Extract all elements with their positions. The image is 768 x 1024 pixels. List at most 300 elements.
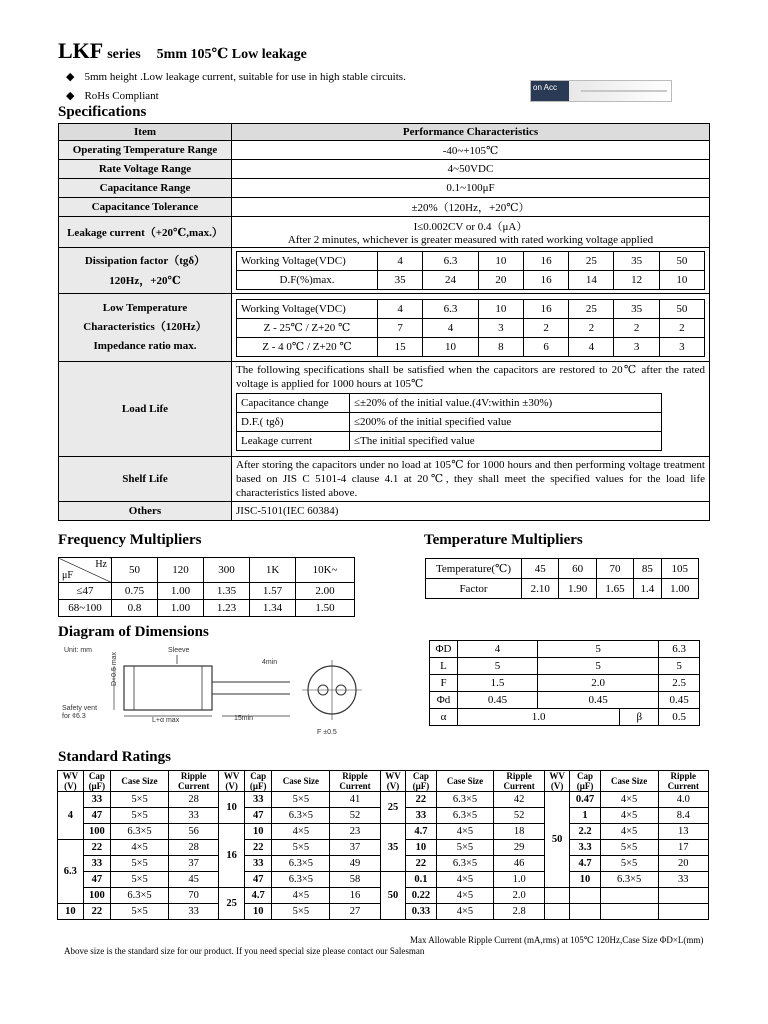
table-cell: 1.00 (661, 579, 698, 599)
text: Cap (250, 771, 267, 781)
table-cell: 5×5 (272, 840, 330, 856)
impedance-table (236, 299, 705, 357)
table-cell: 47 (83, 808, 110, 824)
table-row (237, 299, 705, 318)
table-cell: 1.00 (158, 600, 204, 617)
table-cell: 33 (169, 808, 219, 824)
table-cell: 0.45 (659, 692, 700, 709)
table-cell: 6.3×5 (111, 888, 169, 904)
table-cell: 2.5 (659, 675, 700, 692)
series-code: LKF (58, 38, 104, 63)
table-cell: Case Size (600, 771, 658, 792)
table-cell: ≤47 (59, 583, 112, 600)
table-cell: 10 (478, 299, 523, 318)
table-row (426, 559, 699, 579)
f-label: F ±0.5 (317, 729, 337, 736)
text: Cap (412, 771, 429, 781)
table-cell: 37 (330, 840, 380, 856)
table-cell: 50 (112, 558, 158, 583)
table-cell: 1.34 (250, 600, 296, 617)
table-cell: 5 (659, 658, 700, 675)
table-cell: 29 (494, 840, 544, 856)
l-max-label: L+α max (152, 717, 180, 724)
table-cell: 1 (570, 808, 600, 824)
table-cell: 50 (380, 872, 406, 920)
text: (μF) (88, 781, 106, 791)
text: Characteristics（120Hz） (83, 321, 207, 333)
table-cell: 10 (219, 792, 245, 824)
table-cell: 58 (330, 872, 380, 888)
table-cell: 37 (169, 856, 219, 872)
table-cell: 22 (245, 840, 272, 856)
table-cell: 46 (494, 856, 544, 872)
table-cell: F (430, 675, 458, 692)
table-cell: 1.35 (204, 583, 250, 600)
col-item: Item (59, 124, 232, 141)
text: RoHs Compliant (84, 90, 159, 102)
table-cell: 1.00 (158, 583, 204, 600)
table-cell: 22 (406, 856, 436, 872)
table-cell: 6.3×5 (272, 808, 330, 824)
table-cell: 0.47 (570, 792, 600, 808)
text: WV (385, 771, 401, 781)
text: Ripple (506, 771, 532, 781)
table-cell: 85 (634, 559, 661, 579)
table-cell: 4×5 (436, 872, 494, 888)
table-cell: Case Size (436, 771, 494, 792)
text: (μF) (249, 781, 267, 791)
spec-row: Operating Temperature Range -40~+105℃ (59, 141, 710, 160)
table-cell: 5×5 (111, 872, 169, 888)
freq-table (58, 557, 355, 617)
shelf-life-row: Shelf Life After storing the capacitors under no load at 105℃ for 1000 hours and then performing voltage treatment based on JIS C 5101-4 clause 4.1 at 20℃, they shall meet the specified values for the load life characteristics listed above. (59, 457, 710, 502)
table-cell: 3 (614, 337, 659, 356)
ratings-row (58, 792, 709, 808)
table-cell: 10 (406, 840, 436, 856)
table-cell: 4 (458, 641, 538, 658)
table-cell: 16 (524, 271, 569, 290)
table-cell: 1.0 (494, 872, 544, 888)
table-cell (406, 771, 436, 792)
table-cell: 50 (659, 252, 704, 271)
df-voltage-row (237, 252, 705, 271)
table-cell: 6.3 (58, 840, 84, 904)
table-cell: 25 (219, 888, 245, 920)
table-cell (544, 771, 570, 792)
text: WV (549, 771, 565, 781)
table-cell: 4×5 (272, 888, 330, 904)
col-performance: Performance Characteristics (232, 124, 710, 141)
spec-row: Rate Voltage Range 4~50VDC (59, 160, 710, 179)
table-cell: 35 (614, 299, 659, 318)
table-cell: 33 (245, 856, 272, 872)
table-cell: 4.7 (570, 856, 600, 872)
df-row (59, 248, 710, 294)
table-cell: 8 (478, 337, 523, 356)
table-cell: 68~100 (59, 600, 112, 617)
others-row: Others JISC-5101(IEC 60384) (59, 502, 710, 521)
table-cell: 4.0 (658, 792, 708, 808)
table-cell (658, 771, 708, 792)
table-cell: 12 (614, 271, 659, 290)
text: Impedance ratio max. (93, 340, 197, 352)
table-cell: 2 (524, 318, 569, 337)
table-cell (380, 771, 406, 792)
table-cell: 4.7 (406, 824, 436, 840)
table-cell (570, 888, 600, 904)
text: Low Temperature (102, 302, 188, 314)
ratings-table (57, 770, 709, 920)
table-cell: D.F.( tgδ) (237, 413, 350, 432)
table-cell: 13 (658, 824, 708, 840)
table-cell: 16 (219, 824, 245, 888)
table-cell: 33 (658, 872, 708, 888)
table-cell: 5×5 (111, 904, 169, 920)
sleeve-label: Sleeve (168, 647, 190, 654)
table-cell: 5×5 (111, 792, 169, 808)
table-cell: 20 (478, 271, 523, 290)
table-cell: 23 (330, 824, 380, 840)
photo-highlight (581, 90, 667, 92)
table-cell: β (620, 709, 659, 726)
table-cell: 52 (330, 808, 380, 824)
table-cell: 4.7 (245, 888, 272, 904)
table-cell: 0.1 (406, 872, 436, 888)
table-row (430, 709, 700, 726)
table-cell: 2 (614, 318, 659, 337)
table-cell: 2.0 (494, 888, 544, 904)
table-cell: 1.0 (458, 709, 620, 726)
table-cell: 2.0 (538, 675, 659, 692)
table-cell: 22 (406, 792, 436, 808)
table-cell: 2 (569, 318, 614, 337)
table-cell: 2.00 (296, 583, 355, 600)
table-cell: 1K (250, 558, 296, 583)
bullet-item (66, 68, 406, 87)
table-cell: 47 (245, 808, 272, 824)
table-cell: 41 (330, 792, 380, 808)
ratings-note: Max Allowable Ripple Current (mA,rms) at 105℃ 120Hz,Case Size ΦD×L(mm) (410, 935, 704, 945)
table-cell: 3 (659, 337, 704, 356)
table-cell: 1.23 (204, 600, 250, 617)
table-cell: 105 (661, 559, 698, 579)
table-cell: D.F(%)max. (237, 271, 378, 290)
dim-heading: Diagram of Dimensions (58, 624, 209, 640)
table-cell: 35 (380, 824, 406, 872)
text: Dissipation factor（tgδ） (84, 254, 206, 267)
dimension-diagram (62, 640, 362, 740)
table-row (430, 675, 700, 692)
table-cell: 45 (169, 872, 219, 888)
table-cell: 35 (614, 252, 659, 271)
table-cell: 2.2 (570, 824, 600, 840)
table-cell: ΦD (430, 641, 458, 658)
table-cell: Z - 4 0℃ / Z+20 ℃ (237, 337, 378, 356)
table-cell: 42 (494, 792, 544, 808)
table-cell: 47 (245, 872, 272, 888)
table-cell: 4×5 (436, 904, 494, 920)
table-row (59, 558, 355, 583)
table-cell: 4×5 (272, 824, 330, 840)
table-cell: 25 (569, 252, 614, 271)
table-cell: 1.4 (634, 579, 661, 599)
table-cell: 2.10 (522, 579, 559, 599)
spec-header-row (59, 124, 710, 141)
temp-table (425, 558, 699, 599)
table-cell (169, 771, 219, 792)
table-cell (83, 771, 110, 792)
table-cell: 10 (245, 824, 272, 840)
text: (V) (225, 781, 238, 791)
table-cell: 6.3×5 (111, 824, 169, 840)
table-cell: 5×5 (600, 856, 658, 872)
table-cell: 33 (83, 856, 110, 872)
table-cell: 4 (423, 318, 479, 337)
table-cell: 49 (330, 856, 380, 872)
text: (V) (550, 781, 564, 791)
table-cell: 1.65 (596, 579, 633, 599)
df-table (236, 251, 705, 290)
table-cell: 0.33 (406, 904, 436, 920)
text: (μF) (576, 781, 594, 791)
table-cell: 3.3 (570, 840, 600, 856)
spec-row: Capacitance Tolerance ±20%（120Hz，+20℃） (59, 198, 710, 217)
table-cell: Φd (430, 692, 458, 709)
text: μF (62, 570, 73, 581)
table-cell: 300 (204, 558, 250, 583)
table-cell: 10 (58, 904, 84, 920)
table-cell: 5 (538, 641, 659, 658)
table-cell (330, 771, 380, 792)
table-cell: 22 (83, 904, 110, 920)
table-cell: 70 (596, 559, 633, 579)
table-cell: 6.3 (659, 641, 700, 658)
table-cell: Case Size (111, 771, 169, 792)
table-cell (600, 904, 658, 920)
table-cell: 18 (494, 824, 544, 840)
table-cell: 27 (330, 904, 380, 920)
table-cell (658, 888, 708, 904)
table-cell: 1.90 (559, 579, 596, 599)
table-row (237, 394, 662, 413)
table-cell: 2.8 (494, 904, 544, 920)
table-cell: α (430, 709, 458, 726)
table-cell: 35 (378, 271, 423, 290)
table-cell: 5×5 (600, 840, 658, 856)
table-row (237, 432, 662, 451)
table-cell: 1.57 (250, 583, 296, 600)
spec-table (58, 123, 710, 521)
table-cell: ≤±20% of the initial value.(4V:within ±30%) (350, 394, 662, 413)
table-cell: 0.8 (112, 600, 158, 617)
ratings-row (58, 872, 709, 888)
table-cell: 28 (169, 840, 219, 856)
table-cell: 6.3×5 (436, 856, 494, 872)
ratings-row (58, 824, 709, 840)
d-max-label: D+0.5 max (111, 651, 118, 686)
table-cell (600, 888, 658, 904)
table-cell: 3 (478, 318, 523, 337)
table-row (430, 641, 700, 658)
table-row (237, 337, 705, 356)
table-cell: 0.45 (458, 692, 538, 709)
table-cell: 2 (659, 318, 704, 337)
table-cell: 4 (569, 337, 614, 356)
table-cell: 25 (569, 299, 614, 318)
table-cell: 6.3×5 (272, 872, 330, 888)
table-cell: 16 (330, 888, 380, 904)
table-cell (219, 771, 245, 792)
freq-corner-cell (59, 558, 112, 583)
table-cell: 8.4 (658, 808, 708, 824)
table-cell: 4×5 (600, 808, 658, 824)
table-cell: 6.3 (423, 252, 479, 271)
table-cell: 4×5 (436, 824, 494, 840)
table-cell: 6.3×5 (272, 856, 330, 872)
text: (V) (386, 781, 400, 791)
text: Cap (577, 771, 594, 781)
table-cell: ≤The initial specified value (350, 432, 662, 451)
table-cell: 5×5 (111, 856, 169, 872)
table-cell: 50 (544, 792, 570, 888)
df-value-row (237, 271, 705, 290)
table-cell: 47 (83, 872, 110, 888)
table-cell (245, 771, 272, 792)
table-cell: 10 (245, 904, 272, 920)
diamond-bullet-icon: ◆ (66, 90, 75, 102)
freq-heading: Frequency Multipliers (58, 532, 202, 548)
table-cell: Temperature(℃) (426, 559, 522, 579)
series-subtitle: 5mm 105℃ Low leakage (156, 47, 307, 62)
text: Current (178, 781, 210, 791)
table-cell: 5 (458, 658, 538, 675)
table-cell: 7 (378, 318, 423, 337)
leakage-row: Leakage current（+20℃,max.） I≤0.002CV or 0.4（μA） After 2 minutes, whichever is greater measured with rated working voltage applied (59, 217, 710, 248)
series-word: series (107, 47, 141, 62)
table-cell: 6.3×5 (436, 792, 494, 808)
page-title (58, 38, 307, 64)
ratings-heading: Standard Ratings (58, 749, 171, 765)
text: Current (503, 781, 535, 791)
table-row (237, 318, 705, 337)
table-cell: 33 (406, 808, 436, 824)
table-cell: 4 (378, 299, 423, 318)
table-cell: Z - 25℃ / Z+20 ℃ (237, 318, 378, 337)
text: Hz (95, 559, 107, 570)
table-cell: L (430, 658, 458, 675)
table-cell: 56 (169, 824, 219, 840)
table-cell: 22 (83, 840, 110, 856)
table-cell: 50 (659, 299, 704, 318)
table-cell: 6.3×5 (436, 808, 494, 824)
table-cell: 100 (83, 888, 110, 904)
table-cell: 28 (169, 792, 219, 808)
table-cell: 17 (658, 840, 708, 856)
table-cell: 4×5 (436, 888, 494, 904)
text: 120Hz，+20℃ (109, 274, 181, 287)
table-cell: 6.3 (423, 299, 479, 318)
table-cell: 33 (169, 904, 219, 920)
table-cell: 10 (423, 337, 479, 356)
table-cell: Capacitance change (237, 394, 350, 413)
capacitor-photo (530, 80, 672, 102)
table-cell: 45 (522, 559, 559, 579)
table-cell: 5×5 (272, 792, 330, 808)
table-cell: 10 (659, 271, 704, 290)
table-row (237, 413, 662, 432)
table-cell: 4×5 (600, 792, 658, 808)
table-cell: Case Size (272, 771, 330, 792)
table-cell: 0.45 (538, 692, 659, 709)
temp-heading: Temperature Multipliers (424, 532, 583, 548)
photo-label: on Acc (533, 83, 558, 92)
table-cell (494, 771, 544, 792)
table-cell: 6 (524, 337, 569, 356)
safety-vent-size-label: for ¢6.3 (62, 713, 86, 720)
table-cell: 52 (494, 808, 544, 824)
text: 5mm height .Low leakage current, suitable for use in high stable circuits. (84, 71, 406, 83)
text: Ripple (342, 771, 368, 781)
table-cell: 5 (538, 658, 659, 675)
table-cell: 0.5 (659, 709, 700, 726)
table-cell: Leakage current (237, 432, 350, 451)
diamond-bullet-icon: ◆ (66, 71, 75, 83)
table-cell: 25 (380, 792, 406, 824)
unit-label: Unit: mm (64, 647, 92, 654)
table-cell: 5×5 (111, 808, 169, 824)
table-cell: Working Voltage(VDC) (237, 299, 378, 318)
ratings-footnote: Above size is the standard size for our product. If you need special size please contact our Salesman (64, 946, 425, 956)
text: (μF) (412, 781, 430, 791)
table-cell: ≤200% of the initial specified value (350, 413, 662, 432)
table-row (59, 600, 355, 617)
table-cell (58, 771, 84, 792)
capacitor-body (124, 666, 212, 710)
safety-vent-label: Safety vent (62, 705, 98, 712)
spec-row: Capacitance Range 0.1~100μF (59, 179, 710, 198)
lead-length-label: 15min (234, 715, 254, 722)
text: Cap (88, 771, 105, 781)
table-cell: 1.50 (296, 600, 355, 617)
table-cell: 70 (169, 888, 219, 904)
text: WV (62, 771, 79, 781)
table-cell (570, 771, 600, 792)
table-cell: 100 (83, 824, 110, 840)
table-cell: Factor (426, 579, 522, 599)
table-cell: 16 (524, 299, 569, 318)
load-life-table (236, 393, 662, 451)
table-cell: 20 (658, 856, 708, 872)
table-row (426, 579, 699, 599)
table-row (430, 692, 700, 709)
table-cell: 10K~ (296, 558, 355, 583)
text: Current (339, 781, 371, 791)
table-cell: 33 (83, 792, 110, 808)
text: Ripple (670, 771, 697, 781)
bullet-list (66, 68, 406, 106)
table-cell: 5×5 (436, 840, 494, 856)
table-cell: 0.22 (406, 888, 436, 904)
table-cell: Working Voltage(VDC) (237, 252, 378, 271)
table-row (430, 658, 700, 675)
table-cell: 4 (58, 792, 84, 840)
table-cell: 10 (478, 252, 523, 271)
table-cell: 14 (569, 271, 614, 290)
text: Current (667, 781, 699, 791)
lowtemp-row (59, 294, 710, 362)
dimension-table (429, 640, 700, 726)
text: (V) (64, 781, 77, 791)
